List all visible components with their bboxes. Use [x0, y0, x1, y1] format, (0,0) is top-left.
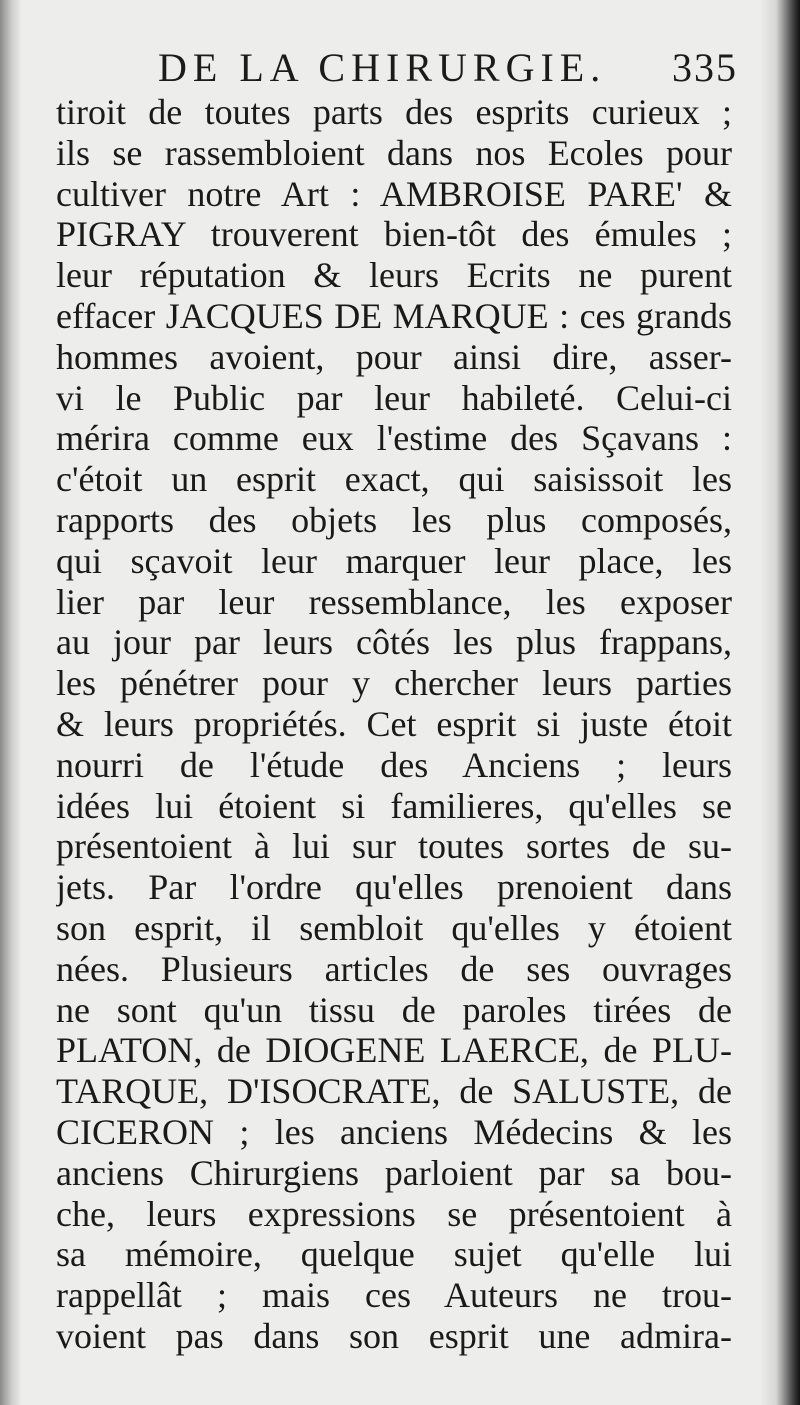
- text-line: sa mémoire, quelque sujet qu'elle lui: [56, 1234, 732, 1275]
- text-line: lier par leur ressemblance, les exposer: [56, 581, 732, 622]
- text-line: tiroit de toutes parts des esprits curieux ;: [56, 92, 732, 132]
- text-line: CICERON ; les anciens Médecins & les: [56, 1111, 732, 1152]
- page-edge-shadow: [760, 0, 800, 1405]
- text-line: effacer JACQUES DE MARQUE : ces grands: [56, 295, 732, 336]
- text-line: hommes avoient, pour ainsi dire, asser-: [56, 336, 732, 377]
- page-header: [158, 42, 738, 94]
- text-line: mérira comme eux l'estime des Sçavans :: [56, 418, 732, 459]
- text-line: rappellât ; mais ces Auteurs ne trou-: [56, 1275, 732, 1316]
- body-text: [56, 92, 732, 1357]
- page-number: 335: [672, 45, 738, 90]
- text-line: PIGRAY trouverent bien-tôt des émules ;: [56, 214, 732, 255]
- text-line: idées lui étoient si familieres, qu'elles se: [56, 785, 732, 826]
- text-line: ils se rassembloient dans nos Ecoles pour: [56, 132, 732, 173]
- text-line: qui sçavoit leur marquer leur place, les: [56, 540, 732, 581]
- text-line: nées. Plusieurs articles de ses ouvrages: [56, 948, 732, 989]
- text-line: nourri de l'étude des Anciens ; leurs: [56, 744, 732, 785]
- page-gutter-shadow: [0, 0, 22, 1405]
- text-line: au jour par leurs côtés les plus frappans,: [56, 622, 732, 663]
- text-line: présentoient à lui sur toutes sortes de su-: [56, 826, 732, 867]
- text-line: leur réputation & leurs Ecrits ne purent: [56, 255, 732, 296]
- text-line: & leurs propriétés. Cet esprit si juste étoit: [56, 703, 732, 744]
- text-line: cultiver notre Art : AMBROISE PARE' &: [56, 173, 732, 214]
- running-head: DE LA CHIRURGIE.: [158, 45, 607, 90]
- text-line: rapports des objets les plus composés,: [56, 499, 732, 540]
- text-line: voient pas dans son esprit une admira-: [56, 1315, 732, 1356]
- text-line: les pénétrer pour y chercher leurs parties: [56, 663, 732, 704]
- text-line: son esprit, il sembloit qu'elles y étoient: [56, 907, 732, 948]
- text-line: c'étoit un esprit exact, qui saisissoit les: [56, 459, 732, 500]
- text-line: PLATON, de DIOGENE LAERCE, de PLU-: [56, 1030, 732, 1071]
- text-line: anciens Chirurgiens parloient par sa bou-: [56, 1152, 732, 1193]
- text-line: vi le Public par leur habileté. Celui-ci: [56, 377, 732, 418]
- text-line: ne sont qu'un tissu de paroles tirées de: [56, 989, 732, 1030]
- text-line: TARQUE, D'ISOCRATE, de SALUSTE, de: [56, 1071, 732, 1112]
- text-line: che, leurs expressions se présentoient à: [56, 1193, 732, 1234]
- text-line: jets. Par l'ordre qu'elles prenoient dans: [56, 867, 732, 908]
